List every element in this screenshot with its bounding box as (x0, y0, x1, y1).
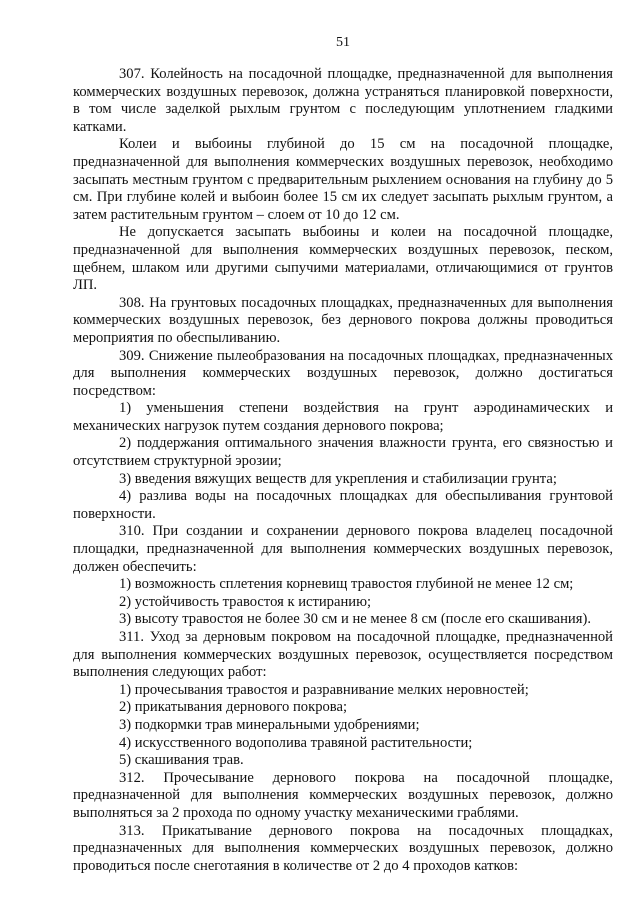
list-item-311-1: 1) прочесывания травостоя и разравнивание мелких неровностей; (119, 681, 529, 698)
paragraph-filling-prohibition: Не допускается засыпать выбоины и колеи на посадочной площадке, предназначенной для выполнения коммерческих воздушных перевозок, песком, щебнем, шлаком или другими сыпучими материалами, отличающимися от грунтов ЛП. (73, 224, 613, 294)
list-item-311-3: 3) подкормки трав минеральными удобрениями; (119, 716, 420, 733)
list-item-310-1: 1) возможность сплетения корневищ травостоя глубиной не менее 12 см; (119, 576, 574, 593)
paragraph-313: 313. Прикатывание дернового покрова на посадочных площадках, предназначенных для выполнения коммерческих воздушных перевозок, должно проводиться после снеготаяния в количестве от 2 до 4 проходов катков: (73, 822, 613, 874)
paragraph-310: 310. При создании и сохранении дернового покрова владелец посадочной площадки, предназначенной для выполнения коммерческих воздушных перевозок, должен обеспечить: (73, 523, 613, 575)
list-item-309-4: 4) разлива воды на посадочных площадках для обеспыливания грунтовой поверхности. (73, 488, 613, 522)
paragraph-309: 309. Снижение пылеобразования на посадочных площадках, предназначенных для выполнения коммерческих воздушных перевозок, должно достигаться посредством: (73, 347, 613, 399)
paragraph-312: 312. Прочесывание дернового покрова на посадочной площадке, предназначенной для выполнения коммерческих воздушных перевозок, должно выполняться за 2 прохода по одному участку механическими граблями. (73, 769, 613, 821)
list-item-309-3: 3) введения вяжущих веществ для укрепления и стабилизации грунта; (119, 470, 557, 487)
paragraph-ruts-filling: Колеи и выбоины глубиной до 15 см на посадочной площадке, предназначенной для выполнения коммерческих воздушных перевозок, необходимо засыпать местным грунтом с предварительным рыхлением основания на глубину до 5 см. При глубине колей и выбоин более 15 см их следует засыпать рыхлым грунтом, а затем растительным грунтом – слоем от 10 до 12 см. (73, 136, 613, 223)
list-item-310-3: 3) высоту травостоя не более 30 см и не менее 8 см (после его скашивания). (119, 611, 591, 628)
list-item-311-2: 2) прикатывания дернового покрова; (119, 699, 348, 716)
paragraph-308: 308. На грунтовых посадочных площадках, предназначенных для выполнения коммерческих воздушных перевозок, без дернового покрова должны проводиться мероприятия по обеспыливанию. (73, 294, 613, 346)
paragraph-307: 307. Колейность на посадочной площадке, предназначенной для выполнения коммерческих воздушных перевозок, должна устраняться планировкой поверхности, в том числе заделкой рыхлым грунтом с последующим уплотнением гладкими катками. (73, 66, 613, 135)
list-item-311-5: 5) скашивания трав. (119, 752, 244, 769)
list-item-309-1: 1) уменьшения степени воздействия на грунт аэродинамических и механических нагрузок путем создания дернового покрова; (73, 400, 613, 434)
page-number: 51 (336, 35, 350, 50)
list-item-311-4: 4) искусственного водополива травяной растительности; (119, 734, 473, 751)
list-item-310-2: 2) устойчивость травостоя к истиранию; (119, 593, 372, 610)
list-item-309-2: 2) поддержания оптимального значения влажности грунта, его связностью и отсутствием структурной эрозии; (73, 435, 613, 470)
paragraph-311: 311. Уход за дерновым покровом на посадочной площадке, предназначенной для выполнения коммерческих воздушных перевозок, осуществляется посредством выполнения следующих работ: (73, 629, 613, 681)
